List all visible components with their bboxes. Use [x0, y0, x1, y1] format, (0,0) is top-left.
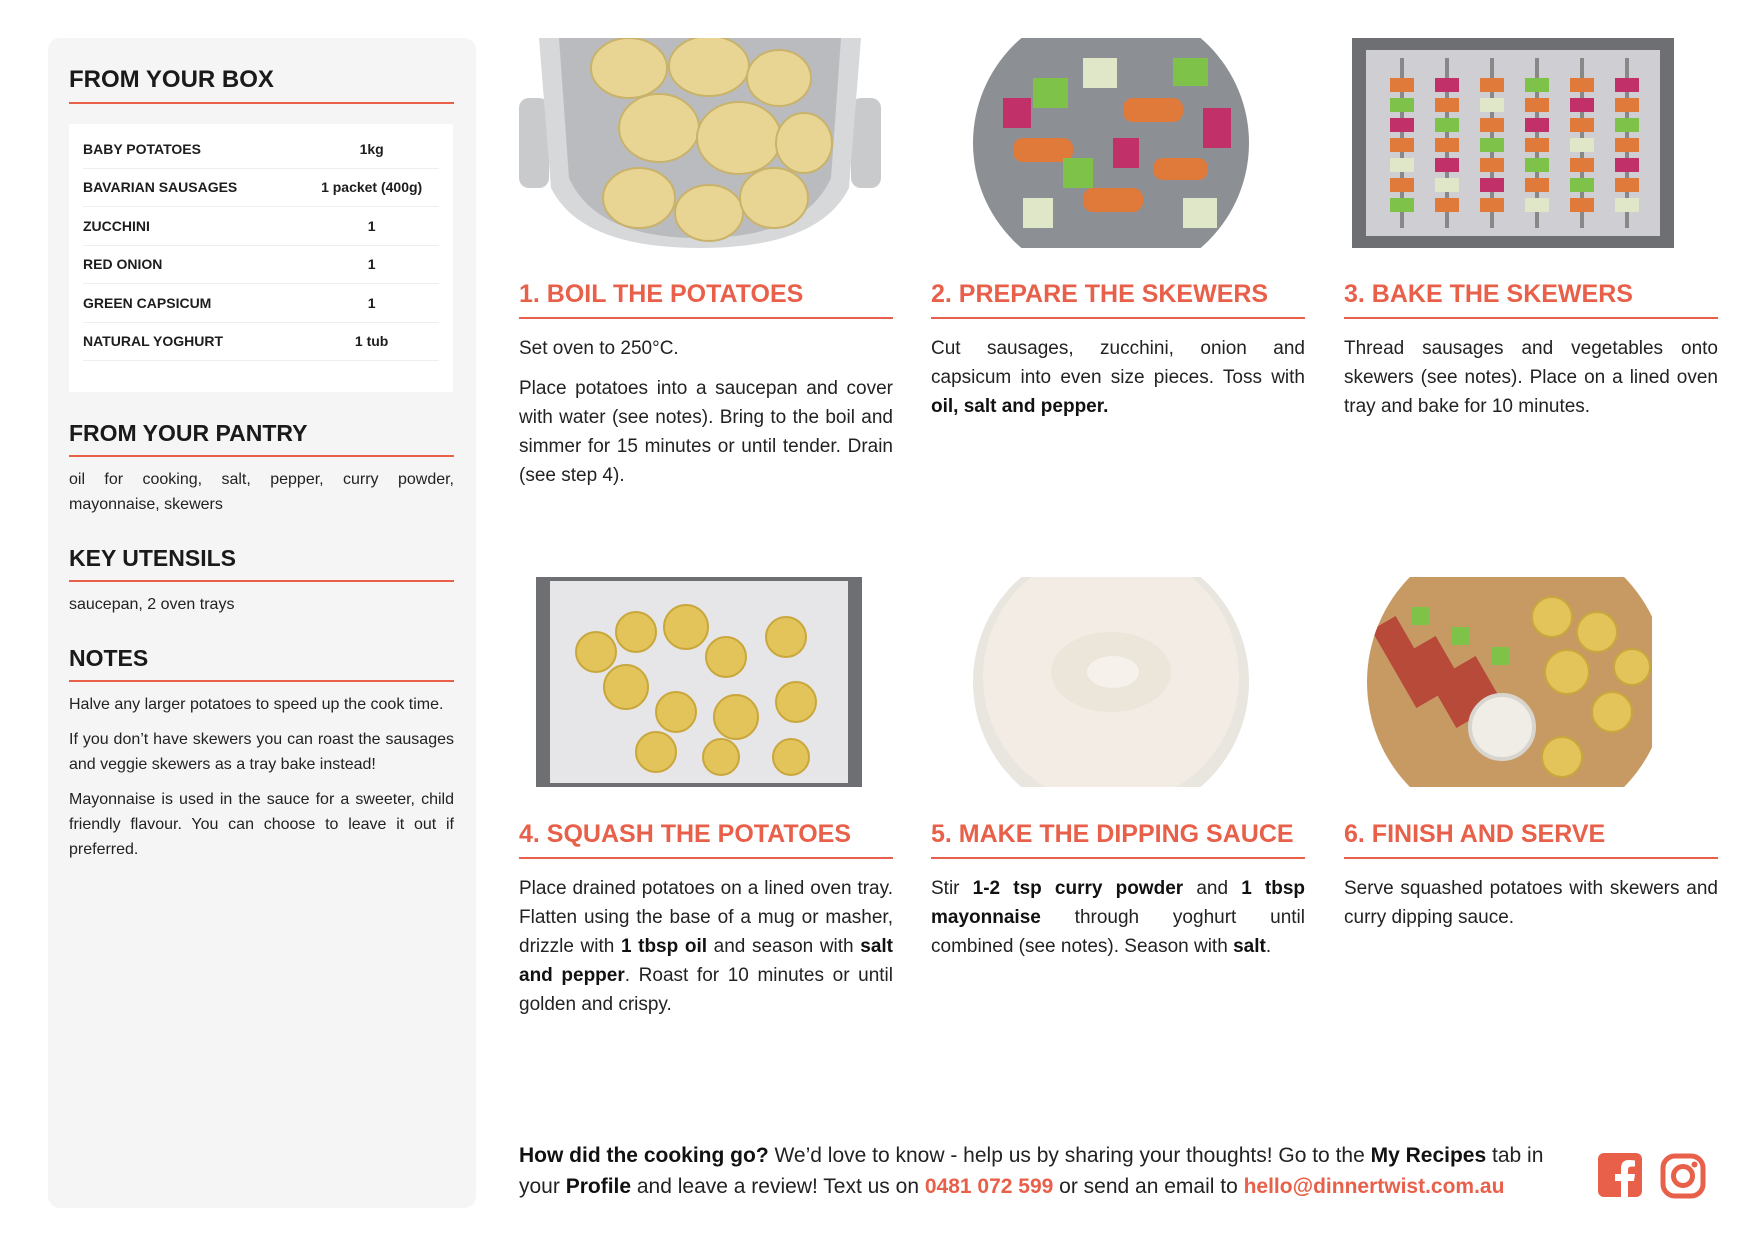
table-row — [83, 130, 439, 169]
step-4-photo — [536, 577, 862, 787]
table-row — [83, 169, 439, 208]
step-6-body — [1344, 874, 1718, 932]
table-row — [83, 284, 439, 323]
ingredient-qty: 1 tub — [354, 333, 389, 350]
utensils-title: KEY UTENSILS — [69, 545, 454, 582]
notes-section — [69, 645, 454, 862]
step-3-photo — [1352, 38, 1674, 248]
step-1-body — [519, 334, 893, 490]
instagram-icon[interactable] — [1660, 1153, 1706, 1199]
step-3-title: 3. BAKE THE SKEWERS — [1344, 280, 1718, 319]
ingredient-name: GREEN CAPSICUM — [83, 294, 212, 311]
note-item: Halve any larger potatoes to speed up the cook time. — [69, 696, 444, 713]
step-4-body — [519, 874, 893, 1019]
ingredient-qty: 1 packet (400g) — [321, 179, 423, 196]
step-6-title: 6. FINISH AND SERVE — [1344, 820, 1718, 859]
pantry-title: FROM YOUR PANTRY — [69, 420, 454, 457]
step-4-title: 4. SQUASH THE POTATOES — [519, 820, 893, 859]
notes-title: NOTES — [69, 645, 454, 682]
facebook-icon[interactable] — [1598, 1153, 1642, 1197]
step-2-body — [931, 334, 1305, 421]
pantry-text: oil for cooking, salt, pepper, curry powder, mayonnaise, skewers — [69, 471, 454, 513]
step-6-text: Serve squashed potatoes with skewers and curry dipping sauce. — [1344, 878, 1718, 928]
step-1-title: 1. BOIL THE POTATOES — [519, 280, 893, 319]
ingredients-table — [69, 124, 453, 392]
note-item: Mayonnaise is used in the sauce for a sweeter, child friendly flavour. You can choose to leave it out if preferred. — [69, 791, 454, 858]
step-3-body — [1344, 334, 1718, 421]
email-link[interactable]: hello@dinnertwist.com.au — [1243, 1175, 1505, 1198]
step-1-text: Place potatoes into a saucepan and cover with water (see notes). Bring to the boil and simmer for 15 minutes or until tender. Drain (see step 4). — [519, 378, 893, 486]
table-row — [83, 246, 439, 285]
table-row — [83, 207, 439, 246]
ingredient-qty: 1 — [367, 217, 376, 234]
utensils-text: saucepan, 2 oven trays — [69, 596, 235, 613]
ingredients-sidebar — [48, 38, 476, 1208]
step-6-photo — [1352, 577, 1652, 787]
ingredient-qty: 1kg — [359, 140, 384, 157]
phone-link[interactable]: 0481 072 599 — [924, 1175, 1054, 1198]
table-row — [83, 323, 439, 362]
step-5-body — [931, 874, 1305, 961]
from-box-title: FROM YOUR BOX — [69, 66, 454, 104]
ingredient-qty: 1 — [367, 256, 376, 273]
ingredient-name: ZUCCHINI — [83, 217, 150, 234]
step-1-photo — [519, 38, 881, 248]
ingredient-qty: 1 — [367, 294, 376, 311]
step-1-text: Set oven to 250°C. — [519, 338, 679, 359]
step-4-text: Place drained potatoes on a lined oven tray. Flatten using the base of a mug or masher, drizzle with 1 tbsp oil and season with salt and pepper. Roast for 10 minutes or until golden and crispy. — [519, 878, 893, 1015]
feedback-footer: How did the cooking go? We’d love to know - help us by sharing your thoughts! Go to the My Recipes tab in your Profile and leave a review! Text us on 0481 072 599 or send an email to hello@dinnertwist.com.au — [519, 1144, 1544, 1198]
step-2-text: Cut sausages, zucchini, onion and capsicum into even size pieces. Toss with oil, salt and pepper. — [931, 338, 1305, 417]
step-3-text: Thread sausages and vegetables onto skewers (see notes). Place on a lined oven tray and bake for 10 minutes. — [1344, 338, 1718, 417]
ingredient-name: NATURAL YOGHURT — [83, 333, 223, 350]
ingredient-name: BABY POTATOES — [83, 140, 201, 157]
step-2-title: 2. PREPARE THE SKEWERS — [931, 280, 1305, 319]
utensils-section — [69, 545, 454, 617]
step-5-text: Stir 1-2 tsp curry powder and 1 tbsp mayonnaise through yoghurt until combined (see notes). Season with salt. — [931, 878, 1306, 957]
step-5-photo — [973, 577, 1249, 787]
step-2-photo — [973, 38, 1249, 248]
pantry-section — [69, 420, 454, 517]
note-item: If you don’t have skewers you can roast the sausages and veggie skewers as a tray bake instead! — [69, 731, 454, 773]
footer-question: How did the cooking go? — [519, 1144, 769, 1167]
ingredient-name: RED ONION — [83, 256, 163, 273]
step-5-title: 5. MAKE THE DIPPING SAUCE — [931, 820, 1305, 859]
ingredient-name: BAVARIAN SAUSAGES — [83, 179, 238, 196]
